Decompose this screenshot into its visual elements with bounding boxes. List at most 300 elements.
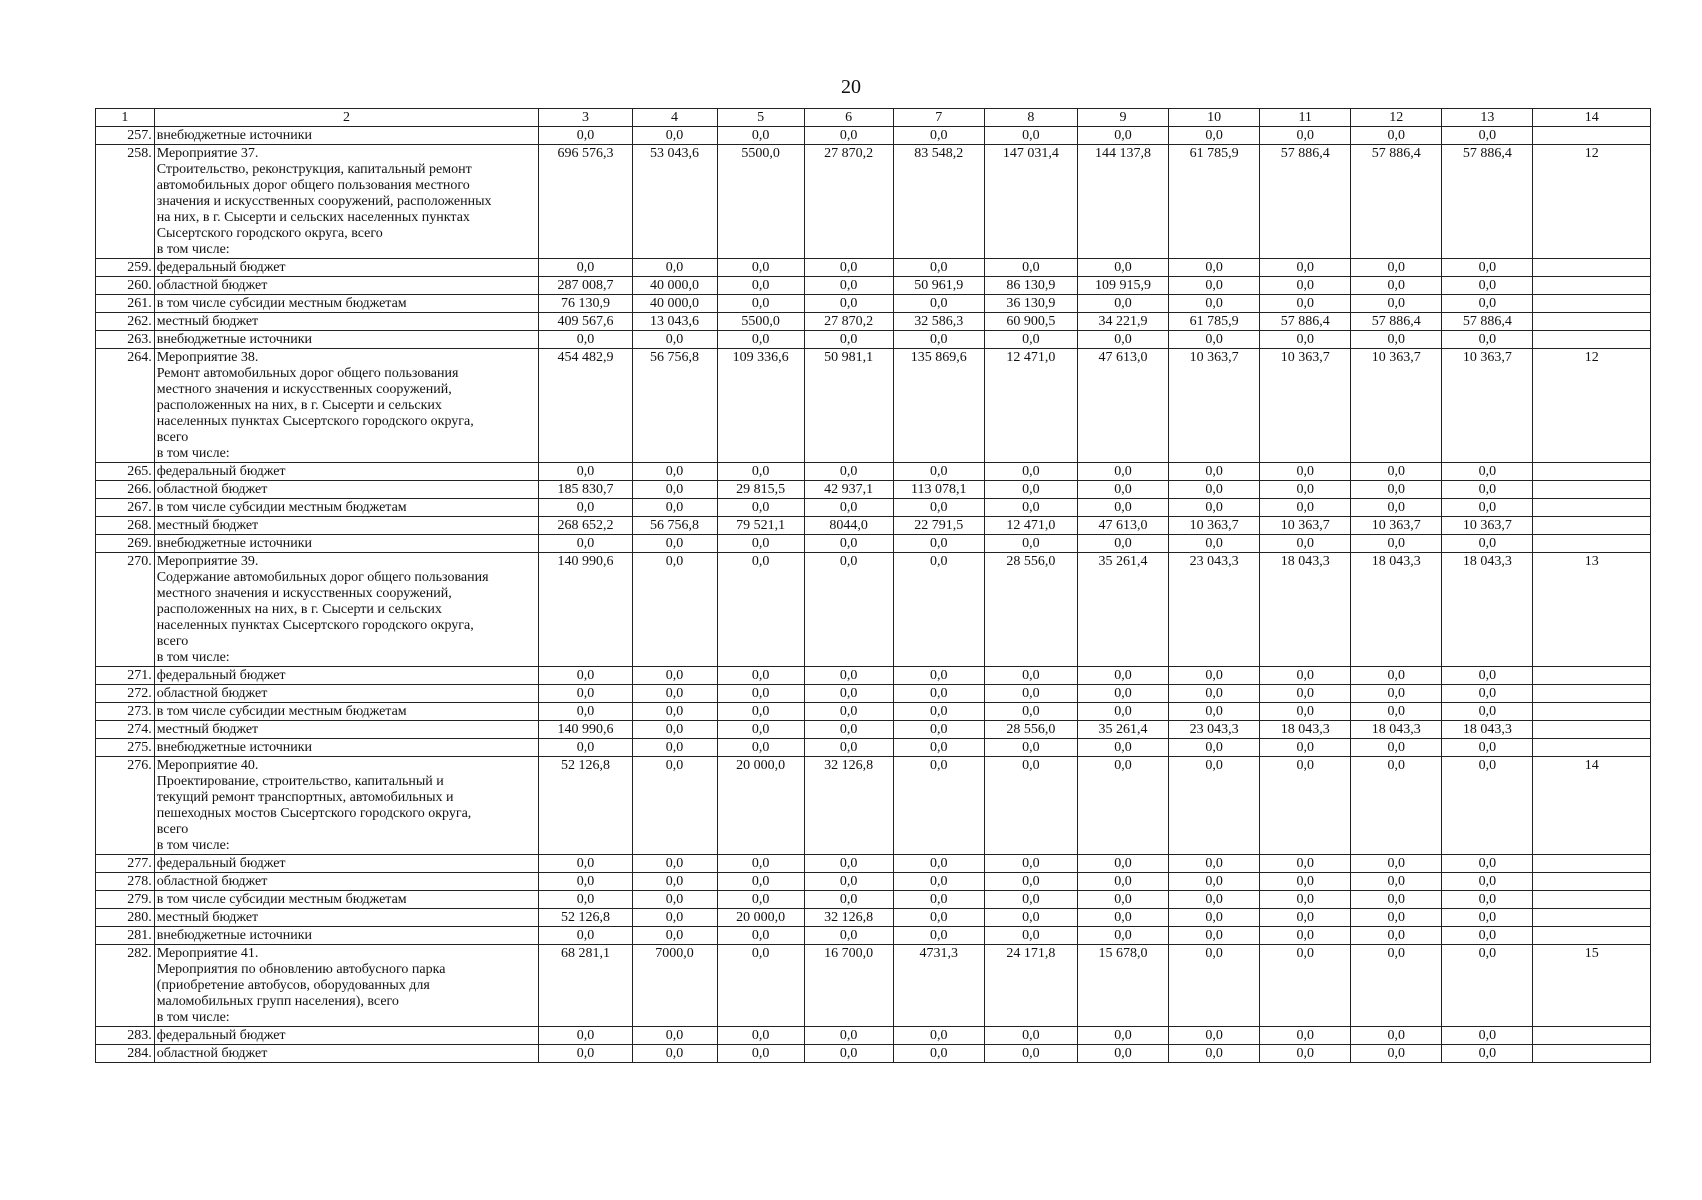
value-cell: 0,0 [1169,739,1260,757]
row-number: 258. [96,145,155,259]
description-line: населенных пунктах Сысертского городского округа, [156,414,474,429]
row-description [154,535,539,553]
value-cell: 0,0 [804,873,893,891]
value-cell: 0,0 [1260,685,1351,703]
value-cell: 0,0 [1169,891,1260,909]
value-cell: 0,0 [1442,259,1533,277]
value-cell: 0,0 [717,499,804,517]
value-cell: 50 961,9 [893,277,984,295]
value-cell: 18 043,3 [1351,553,1442,667]
description-line: в том числе: [156,838,230,853]
value-cell: 0,0 [893,331,984,349]
row-description [154,667,539,685]
value-cell: 0,0 [539,685,632,703]
value-cell: 10 363,7 [1351,517,1442,535]
value-cell: 10 363,7 [1351,349,1442,463]
value-cell: 0,0 [984,481,1077,499]
value-cell: 7000,0 [632,945,717,1027]
value-cell: 0,0 [1351,277,1442,295]
description-line: областной бюджет [156,278,268,293]
value-cell: 0,0 [1077,1027,1168,1045]
description-line: Мероприятия по обновлению автобусного парка [156,962,446,977]
value-cell: 0,0 [717,667,804,685]
value-cell: 109 336,6 [717,349,804,463]
value-cell: 0,0 [1169,855,1260,873]
value-cell: 0,0 [984,1045,1077,1063]
value-cell: 57 886,4 [1260,313,1351,331]
value-cell: 0,0 [1260,463,1351,481]
value-cell: 28 556,0 [984,553,1077,667]
description-line: областной бюджет [156,686,268,701]
value-cell: 0,0 [893,127,984,145]
value-cell: 0,0 [1442,757,1533,855]
value-cell: 52 126,8 [539,909,632,927]
value-cell: 0,0 [632,481,717,499]
value-cell: 18 043,3 [1442,721,1533,739]
value-cell: 40 000,0 [632,277,717,295]
value-cell: 0,0 [632,739,717,757]
row-description [154,553,539,667]
value-cell: 0,0 [632,703,717,721]
description-line: Ремонт автомобильных дорог общего пользования [156,366,459,381]
column-header: 4 [632,109,717,127]
description-line: внебюджетные источники [156,740,313,755]
value-cell: 36 130,9 [984,295,1077,313]
value-cell: 0,0 [1442,481,1533,499]
table-row [96,721,1651,739]
value-cell: 0,0 [717,295,804,313]
value-cell: 0,0 [1351,667,1442,685]
value-cell: 86 130,9 [984,277,1077,295]
value-cell: 0,0 [1260,927,1351,945]
target-indicator-cell [1533,891,1651,909]
value-cell: 696 576,3 [539,145,632,259]
row-number: 267. [96,499,155,517]
description-line: федеральный бюджет [156,260,286,275]
value-cell: 35 261,4 [1077,721,1168,739]
value-cell: 0,0 [1351,891,1442,909]
value-cell: 61 785,9 [1169,313,1260,331]
description-line: областной бюджет [156,1046,268,1061]
value-cell: 5500,0 [717,145,804,259]
value-cell: 0,0 [1260,499,1351,517]
value-cell: 0,0 [1169,1045,1260,1063]
value-cell: 0,0 [1351,685,1442,703]
value-cell: 0,0 [804,685,893,703]
value-cell: 0,0 [1351,499,1442,517]
description-line: местный бюджет [156,722,259,737]
row-number: 279. [96,891,155,909]
value-cell: 0,0 [1169,463,1260,481]
value-cell: 32 126,8 [804,909,893,927]
value-cell: 0,0 [804,553,893,667]
row-number: 282. [96,945,155,1027]
value-cell: 0,0 [1077,331,1168,349]
value-cell: 0,0 [717,855,804,873]
table-row [96,1027,1651,1045]
value-cell: 0,0 [1077,535,1168,553]
description-line: текущий ремонт транспортных, автомобильных и [156,790,454,805]
value-cell: 0,0 [1442,855,1533,873]
row-description [154,463,539,481]
value-cell: 0,0 [539,855,632,873]
value-cell: 147 031,4 [984,145,1077,259]
row-description [154,685,539,703]
target-indicator-cell [1533,499,1651,517]
column-header: 6 [804,109,893,127]
value-cell: 0,0 [893,927,984,945]
value-cell: 0,0 [1351,1045,1442,1063]
row-number: 276. [96,757,155,855]
description-line: Строительство, реконструкция, капитальный ремонт [156,162,472,177]
row-description [154,481,539,499]
value-cell: 0,0 [893,1027,984,1045]
table-row [96,945,1651,1027]
value-cell: 0,0 [1169,535,1260,553]
value-cell: 0,0 [1442,873,1533,891]
target-indicator-cell [1533,517,1651,535]
value-cell: 0,0 [1169,295,1260,313]
value-cell: 109 915,9 [1077,277,1168,295]
target-indicator-cell [1533,739,1651,757]
value-cell: 0,0 [804,535,893,553]
value-cell: 268 652,2 [539,517,632,535]
row-description [154,349,539,463]
value-cell: 0,0 [632,499,717,517]
row-number: 274. [96,721,155,739]
value-cell: 18 043,3 [1442,553,1533,667]
value-cell: 0,0 [632,855,717,873]
value-cell: 0,0 [1260,667,1351,685]
value-cell: 0,0 [717,945,804,1027]
value-cell: 0,0 [632,1027,717,1045]
value-cell: 0,0 [539,873,632,891]
value-cell: 0,0 [1351,873,1442,891]
value-cell: 0,0 [1260,331,1351,349]
value-cell: 287 008,7 [539,277,632,295]
table-row [96,481,1651,499]
value-cell: 0,0 [893,1045,984,1063]
value-cell: 0,0 [893,739,984,757]
value-cell: 0,0 [717,259,804,277]
target-indicator-cell [1533,313,1651,331]
column-header: 11 [1260,109,1351,127]
table-row [96,855,1651,873]
value-cell: 0,0 [984,873,1077,891]
value-cell: 0,0 [893,891,984,909]
value-cell: 0,0 [717,1045,804,1063]
value-cell: 0,0 [1260,739,1351,757]
description-line: расположенных на них, в г. Сысерти и сельских [156,602,442,617]
table-row [96,757,1651,855]
value-cell: 52 126,8 [539,757,632,855]
value-cell: 0,0 [717,927,804,945]
row-number: 277. [96,855,155,873]
value-cell: 0,0 [539,1027,632,1045]
value-cell: 0,0 [539,703,632,721]
description-line: всего [156,430,189,445]
value-cell: 0,0 [1169,757,1260,855]
value-cell: 12 471,0 [984,349,1077,463]
row-number: 263. [96,331,155,349]
row-number: 281. [96,927,155,945]
value-cell: 15 678,0 [1077,945,1168,1027]
value-cell: 0,0 [893,259,984,277]
value-cell: 0,0 [1442,535,1533,553]
row-description [154,927,539,945]
value-cell: 0,0 [1351,855,1442,873]
value-cell: 0,0 [1351,703,1442,721]
table-row [96,313,1651,331]
value-cell: 0,0 [1077,295,1168,313]
value-cell: 23 043,3 [1169,721,1260,739]
value-cell: 28 556,0 [984,721,1077,739]
row-description [154,721,539,739]
value-cell: 0,0 [1260,259,1351,277]
description-line: местного значения и искусственных сооружений, [156,382,452,397]
value-cell: 0,0 [539,127,632,145]
value-cell: 0,0 [1169,331,1260,349]
value-cell: 83 548,2 [893,145,984,259]
value-cell: 0,0 [717,1027,804,1045]
value-cell: 0,0 [1077,127,1168,145]
row-number: 261. [96,295,155,313]
description-line: населенных пунктах Сысертского городского округа, [156,618,474,633]
value-cell: 50 981,1 [804,349,893,463]
value-cell: 0,0 [984,667,1077,685]
column-header: 8 [984,109,1077,127]
page-number: 20 [841,76,861,98]
description-line: федеральный бюджет [156,464,286,479]
value-cell: 0,0 [1351,757,1442,855]
value-cell: 0,0 [539,739,632,757]
value-cell: 61 785,9 [1169,145,1260,259]
value-cell: 0,0 [984,703,1077,721]
value-cell: 0,0 [893,855,984,873]
description-line: Мероприятие 41. [156,946,259,961]
value-cell: 0,0 [632,463,717,481]
value-cell: 0,0 [984,127,1077,145]
row-description [154,945,539,1027]
description-line: внебюджетные источники [156,332,313,347]
value-cell: 0,0 [1351,535,1442,553]
row-number: 257. [96,127,155,145]
value-cell: 22 791,5 [893,517,984,535]
value-cell: 0,0 [1260,909,1351,927]
target-indicator-cell [1533,277,1651,295]
value-cell: 0,0 [893,499,984,517]
value-cell: 18 043,3 [1260,721,1351,739]
description-line: значения и искусственных сооружений, расположенных [156,194,492,209]
row-number: 264. [96,349,155,463]
value-cell: 0,0 [804,927,893,945]
value-cell: 5500,0 [717,313,804,331]
target-indicator-cell: 14 [1533,757,1651,855]
target-indicator-cell [1533,535,1651,553]
value-cell: 0,0 [1442,703,1533,721]
value-cell: 0,0 [1442,331,1533,349]
table-row [96,667,1651,685]
row-description [154,331,539,349]
row-description [154,1045,539,1063]
description-line: маломобильных групп населения), всего [156,994,399,1009]
value-cell: 0,0 [804,721,893,739]
target-indicator-cell [1533,909,1651,927]
budget-table [95,108,1651,1063]
value-cell: 454 482,9 [539,349,632,463]
value-cell: 0,0 [1351,927,1442,945]
value-cell: 0,0 [984,927,1077,945]
target-indicator-cell [1533,331,1651,349]
row-description [154,873,539,891]
value-cell: 0,0 [804,1045,893,1063]
target-indicator-cell [1533,463,1651,481]
description-line: всего [156,634,189,649]
description-line: Мероприятие 38. [156,350,259,365]
value-cell: 10 363,7 [1260,517,1351,535]
row-number: 278. [96,873,155,891]
value-cell: 0,0 [984,535,1077,553]
row-description [154,145,539,259]
target-indicator-cell [1533,295,1651,313]
value-cell: 10 363,7 [1442,349,1533,463]
value-cell: 0,0 [539,331,632,349]
description-line: в том числе субсидии местным бюджетам [156,500,407,515]
value-cell: 68 281,1 [539,945,632,1027]
description-line: Содержание автомобильных дорог общего пользования [156,570,489,585]
table-row [96,891,1651,909]
value-cell: 140 990,6 [539,553,632,667]
table-row [96,499,1651,517]
row-description [154,757,539,855]
description-line: местный бюджет [156,910,259,925]
column-header: 10 [1169,109,1260,127]
value-cell: 32 126,8 [804,757,893,855]
value-cell: 140 990,6 [539,721,632,739]
table-row [96,685,1651,703]
description-line: в том числе: [156,1010,230,1025]
description-line: федеральный бюджет [156,668,286,683]
description-line: автомобильных дорог общего пользования местного [156,178,470,193]
value-cell: 0,0 [632,757,717,855]
value-cell: 16 700,0 [804,945,893,1027]
target-indicator-cell [1533,855,1651,873]
value-cell: 0,0 [984,259,1077,277]
value-cell: 0,0 [1442,127,1533,145]
value-cell: 0,0 [1351,739,1442,757]
value-cell: 0,0 [1077,703,1168,721]
value-cell: 57 886,4 [1351,145,1442,259]
value-cell: 60 900,5 [984,313,1077,331]
value-cell: 0,0 [984,331,1077,349]
description-line: местный бюджет [156,518,259,533]
value-cell: 0,0 [632,331,717,349]
value-cell: 0,0 [1442,295,1533,313]
row-number: 283. [96,1027,155,1045]
description-line: Проектирование, строительство, капитальный и [156,774,444,789]
row-number: 272. [96,685,155,703]
value-cell: 0,0 [632,873,717,891]
value-cell: 20 000,0 [717,909,804,927]
description-line: областной бюджет [156,482,268,497]
value-cell: 0,0 [1442,1027,1533,1045]
value-cell: 0,0 [1351,295,1442,313]
value-cell: 10 363,7 [1169,349,1260,463]
value-cell: 0,0 [1077,739,1168,757]
description-line: внебюджетные источники [156,536,313,551]
target-indicator-cell [1533,927,1651,945]
row-description [154,855,539,873]
description-line: в том числе субсидии местным бюджетам [156,704,407,719]
value-cell: 0,0 [1351,331,1442,349]
table-row [96,259,1651,277]
column-header: 5 [717,109,804,127]
value-cell: 0,0 [893,873,984,891]
table-row [96,1045,1651,1063]
row-number: 259. [96,259,155,277]
table-row [96,927,1651,945]
value-cell: 0,0 [1169,259,1260,277]
value-cell: 0,0 [717,535,804,553]
target-indicator-cell [1533,703,1651,721]
value-cell: 0,0 [1351,127,1442,145]
table-row [96,873,1651,891]
value-cell: 18 043,3 [1351,721,1442,739]
value-cell: 0,0 [804,127,893,145]
value-cell: 0,0 [1077,463,1168,481]
row-description [154,891,539,909]
target-indicator-cell: 15 [1533,945,1651,1027]
value-cell: 0,0 [1169,685,1260,703]
value-cell: 0,0 [984,1027,1077,1045]
value-cell: 0,0 [804,277,893,295]
value-cell: 0,0 [1260,1027,1351,1045]
description-line: Мероприятие 40. [156,758,259,773]
value-cell: 10 363,7 [1442,517,1533,535]
value-cell: 0,0 [1169,277,1260,295]
target-indicator-cell [1533,873,1651,891]
value-cell: 24 171,8 [984,945,1077,1027]
table-header-row [96,109,1651,127]
value-cell: 0,0 [1260,295,1351,313]
value-cell: 0,0 [1077,499,1168,517]
value-cell: 34 221,9 [1077,313,1168,331]
value-cell: 0,0 [539,667,632,685]
value-cell: 47 613,0 [1077,349,1168,463]
value-cell: 0,0 [804,739,893,757]
value-cell: 0,0 [632,535,717,553]
row-number: 265. [96,463,155,481]
value-cell: 0,0 [717,331,804,349]
value-cell: 0,0 [1169,945,1260,1027]
value-cell: 0,0 [893,721,984,739]
value-cell: 0,0 [1077,927,1168,945]
table-row [96,331,1651,349]
value-cell: 57 886,4 [1260,145,1351,259]
description-line: в том числе: [156,650,230,665]
value-cell: 135 869,6 [893,349,984,463]
value-cell: 0,0 [804,1027,893,1045]
value-cell: 0,0 [632,667,717,685]
table-row [96,127,1651,145]
value-cell: 0,0 [717,721,804,739]
table-row [96,553,1651,667]
table-row [96,739,1651,757]
value-cell: 8044,0 [804,517,893,535]
value-cell: 0,0 [717,739,804,757]
target-indicator-cell [1533,259,1651,277]
value-cell: 0,0 [1077,855,1168,873]
